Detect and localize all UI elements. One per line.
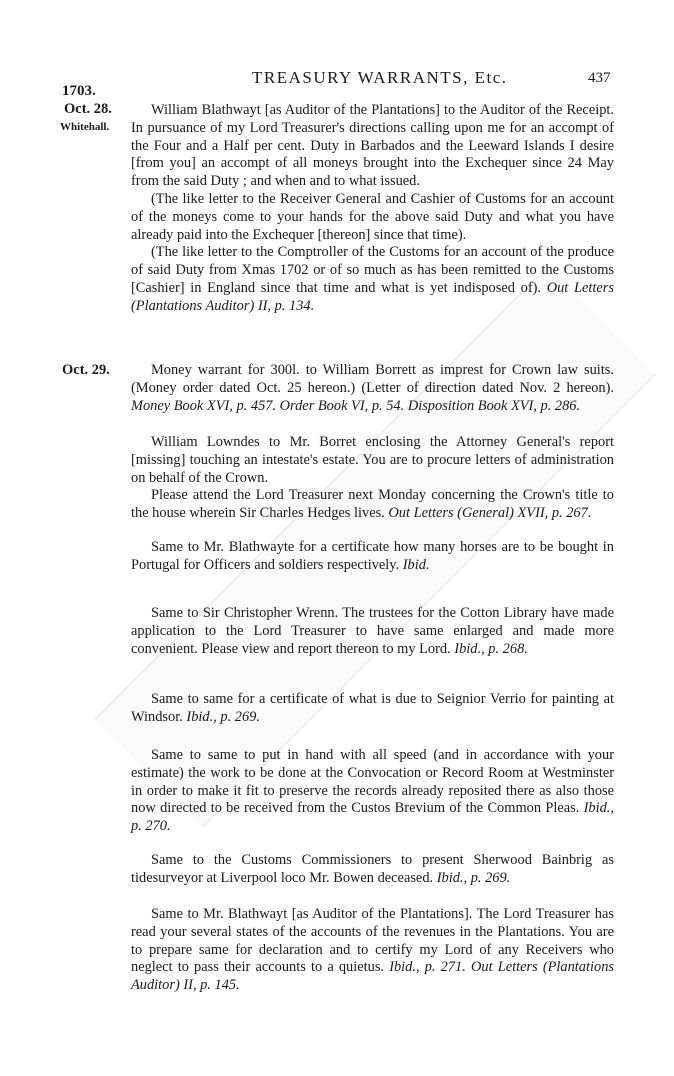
paragraph: Same to the Customs Commissioners to present Sherwood Bainbrig as tidesurveyor at Liverpool loco Mr. Bowen deceased. Ibid., p. 269. xyxy=(131,852,614,886)
entry xyxy=(131,906,614,995)
paragraph: William Lowndes to Mr. Borret enclosing the Attorney General's report [missing] touching an intestate's estate. You are to procure letters of administration on behalf of the Crown. xyxy=(131,434,614,486)
entry xyxy=(131,691,614,727)
entry xyxy=(131,747,614,836)
reference: Ibid., p. 270. xyxy=(131,800,614,835)
running-head: TREASURY WARRANTS, Etc. xyxy=(252,68,508,87)
paragraph: Please attend the Lord Treasurer next Monday concerning the Crown's title to the house wherein Sir Charles Hedges lives. Out Letters (General) XVII, p. 267. xyxy=(131,487,614,522)
paragraph: Same to Sir Christopher Wrenn. The trustees for the Cotton Library have made application to the Lord Treasurer to have same enlarged and made more convenient. Please view and report thereon to my Lord. Ibid., p. 268. xyxy=(131,605,614,657)
entry xyxy=(131,539,614,575)
entry-place: Whitehall. xyxy=(60,121,110,133)
entry xyxy=(131,362,614,415)
paragraph: Same to same to put in hand with all speed (and in accordance with your estimate) the work to be done at the Convocation or Record Room at Westminster in order to make it fit to preserve the records already reposited there as also those now directed to be received from the Custos Brevium of the Common Pleas. Ibid., p. 270. xyxy=(131,747,614,835)
reference: Ibid., p. 271. Out Letters (Plantations Auditor) II, p. 145. xyxy=(131,959,614,994)
year-margin: 1703. xyxy=(62,83,96,99)
entry xyxy=(131,852,614,888)
entry xyxy=(131,102,614,316)
page-number: 437 xyxy=(588,70,611,86)
reference: Out Letters (Plantations Auditor) II, p. 134. xyxy=(131,279,614,314)
paragraph: Money warrant for 300l. to William Borrett as imprest for Crown law suits. (Money order dated Oct. 25 hereon.) (Letter of direction dated Nov. 2 hereon). Money Book XVI, p. 457. Order Book VI, p. 54. Disposition Book XVI, p. 286. xyxy=(131,362,614,414)
reference: Ibid., p. 268. xyxy=(454,640,528,657)
paragraph: Same to Mr. Blathwayt [as Auditor of the Plantations]. The Lord Treasurer has read your several states of the accounts of the revenues in the Plantations. You are to prepare same for declaration and to certify my Lord of any Receivers who neglect to pass their accounts to a quietus. Ibid., p. 271. Out Letters (Plantations Auditor) II, p. 145. xyxy=(131,906,614,994)
reference: Ibid., p. 269. xyxy=(436,869,511,886)
paragraph: Same to same for a certificate of what is due to Seignior Verrio for painting at Windsor. Ibid., p. 269. xyxy=(131,691,614,725)
paragraph: (The like letter to the Comptroller of the Customs for an account of the produce of said Duty from Xmas 1702 or of so much as has been remitted to the Customs [Cashier] in England since that time and what is yet indisposed of). Out Letters (Plantations Auditor) II, p. 134. xyxy=(131,244,614,314)
entry xyxy=(131,605,614,658)
paragraph: Same to Mr. Blathwayte for a certificate how many horses are to be bought in Portugal for Officers and soldiers respectively. Ibid. xyxy=(131,539,614,573)
entry-date: Oct. 29. xyxy=(62,362,110,378)
entry xyxy=(131,434,614,523)
reference: Out Letters (General) XVII, p. 267. xyxy=(388,505,592,522)
entry-date: Oct. 28. xyxy=(64,101,112,117)
reference: Money Book XVI, p. 457. Order Book VI, p. 54. Disposition Book XVI, p. 286. xyxy=(131,397,581,414)
paragraph: William Blathwayt [as Auditor of the Plantations] to the Auditor of the Receipt. In pursuance of my Lord Treasurer's directions calling upon me for an accompt of the Four and a Half per cent. Duty in Barbados and the Leeward Islands I desire [from you] an accompt of all moneys brought into the Exchequer since 24 May from the said Duty ; and when and to what issued. xyxy=(131,102,614,190)
reference: Ibid. xyxy=(402,556,430,573)
reference: Ibid., p. 269. xyxy=(186,708,260,725)
paragraph: (The like letter to the Receiver General and Cashier of Customs for an account of the moneys come to your hands for the above said Duty and what you have already paid into the Exchequer [thereon] since that time). xyxy=(131,190,614,243)
